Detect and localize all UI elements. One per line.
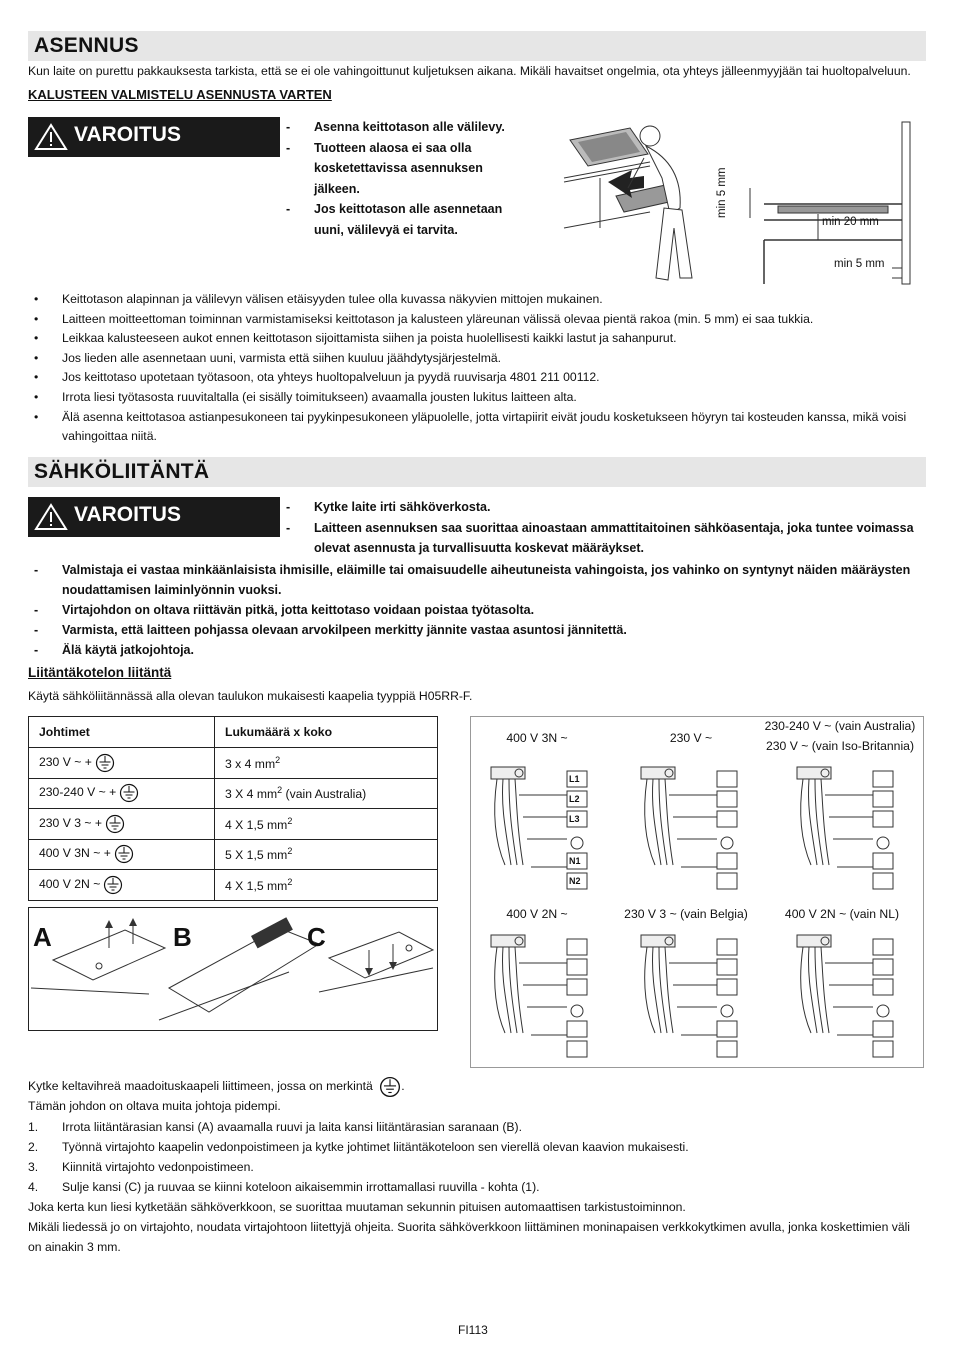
bullet-item: • Laitteen moitteettoman toiminnan varmistamiseksi keittotason ja kalusteen yläreunan välissä olevaa pientä rakoa (min. 5 mm) ei saa tukkia. [28,310,908,330]
table-row [29,809,438,840]
panel-label-c: C [307,922,326,952]
asennus-subheading: KALUSTEEN VALMISTELU ASENNUSTA VARTEN [28,87,332,102]
bullet-item: • Jos keittotaso upotetaan työtasoon, ota yhteys huoltopalveluun ja pyydä ruuvisarja 4801 211 00112. [28,368,908,388]
conductor-label: 230 V ~ + [39,754,92,769]
sahko-warning-list [286,497,916,559]
bullet-item: • Jos lieden alle asennetaan uuni, varmista että siihen kuuluu jäähdytysjärjestelmä. [28,349,908,369]
size-superscript: 2 [287,815,293,826]
step-text: Irrota liitäntärasian kansi (A) avaamalla ruuvi ja laita kansi liitäntärasian saranaan (B). [62,1120,522,1134]
step-number: 2. [28,1140,39,1154]
conductor-label: 400 V 2N ~ [39,876,101,891]
warning-banner-asennus [28,117,280,157]
wiring-diagrams-panel [470,716,924,1068]
step-number: 4. [28,1180,39,1194]
step-item [28,1117,908,1137]
dimension-drawing [716,118,916,288]
conductor-cell [29,839,215,870]
wiring-label: 230-240 V ~ (vain Australia) [764,719,916,733]
conductor-cell [29,809,215,840]
conductor-label: 230 V 3 ~ + [39,815,103,830]
size-superscript: 2 [275,754,281,765]
dimension-min20: min 20 mm [822,216,879,228]
note-item: - Älä käytä jatkojohtoja. [34,640,914,660]
table-row [29,778,438,809]
section-title-asennus: ASENNUS [34,34,139,57]
terminal-label: L3 [569,814,580,824]
step-item [28,1137,908,1157]
bullet-item: • Irrota liesi työtasosta ruuvitaltalla (ei sisälly toimitukseen) avaamalla jousten lukitus laitteen alta. [28,388,908,408]
ground-length-note: Tämän johdon on oltava muita johtoja pidempi. [28,1099,281,1113]
bullet-item: • Leikkaa kalusteeseen aukot ennen keittotason sijoittamista siihen ja poista huolellisesti kaikki lastut ja sahanpurut. [28,329,908,349]
section-bar-asennus [28,31,926,61]
step-number: 3. [28,1160,39,1174]
note-item: - Varmista, että laitteen pohjassa olevaan arvokilpeen merkitty jännite vastaa asuntosi jännitettä. [34,620,914,640]
size-label: 3 x 4 mm [225,756,276,771]
wiring-label: 230 V ~ [669,731,713,745]
ground-symbol-icon [114,844,134,864]
warning-triangle-icon [34,503,68,531]
warning-item: - Jos keittotason alle asennetaan uuni, välilevyä ei tarvita. [286,199,516,240]
cover-steps-panel [28,907,438,1031]
step-text: Työnnä virtajohto kaapelin vedonpoistimeen ja kytke johtimet liitäntäkoteloon sen vierellä olevan kaavion mukaisesti. [62,1140,689,1154]
wiring-schematics [471,717,923,1067]
section-title-sahko: SÄHKÖLIITÄNTÄ [34,460,210,483]
step-text: Sulje kansi (C) ja ruuvaa se kiinni koteloon aikaisemmin irrottamallasi ruuvilla - kohta (1). [62,1180,540,1194]
size-extra: (vain Australia) [282,787,367,802]
size-cell [215,748,438,779]
size-superscript: 2 [287,846,293,857]
ground-instruction: Kytke keltavihreä maadoituskaapeli liittimeen, jossa on merkintä . [28,1076,405,1098]
table-header-row [29,717,438,748]
warning-item: - Kytke laite irti sähköverkosta. [286,497,916,518]
warning-banner-sahko [28,497,280,537]
ground-symbol-icon [119,783,139,803]
terminal-label: L1 [569,774,580,784]
connection-steps-list [28,1117,908,1197]
step-text: Kiinnitä virtajohto vedonpoistimeen. [62,1160,254,1174]
wiring-label: 400 V 2N ~ (vain NL) [784,907,900,921]
step-number: 1. [28,1120,39,1134]
note-item: - Virtajohdon on oltava riittävän pitkä, jotta keittotaso voidaan poistaa työtasolta. [34,600,914,620]
note-item: - Valmistaja ei vastaa minkäänlaisista ihmisille, eläimille tai omaisuudelle aiheutuneista vahingoista, jos vahinko on syntynyt näiden määräysten noudattamisen laiminlyönnin vuoksi. [34,560,914,600]
warning-item: - Asenna keittotason alle välilevy. [286,117,516,138]
conductor-cell [29,748,215,779]
size-label: 3 X 4 mm [225,787,278,802]
size-superscript: 2 [277,785,283,796]
dimension-min5-horizontal: min 5 mm [834,258,885,270]
size-cell [215,778,438,809]
step-item [28,1157,908,1177]
asennus-warning-list [286,117,516,240]
table-header-cell: Johtimet [29,717,215,748]
wiring-label: 230 V 3 ~ (vain Belgia) [624,907,748,921]
sahko-notes-list [34,560,914,660]
ground-symbol-icon [103,875,123,895]
warning-triangle-icon [34,123,68,151]
installation-illustration [560,118,720,286]
bullet-item: • Älä asenna keittotasoa astianpesukoneen tai pyykinpesukoneen yläpuolelle, jotta virtapiirit eivät joudu kosketukseen höyryn tai kosteuden kanssa, mikä voisi vahingoittaa niitä. [28,408,908,447]
size-superscript: 2 [287,876,293,887]
terminal-label: N1 [569,856,581,866]
panel-label-b: B [173,922,192,952]
step-item [28,1177,908,1197]
size-cell [215,809,438,840]
wiring-label: 400 V 2N ~ [506,907,568,921]
conductor-label: 400 V 3N ~ + [39,846,111,861]
conductor-label: 230-240 V ~ + [39,785,117,800]
size-label: 5 X 1,5 mm [225,848,288,863]
final-note-1: Joka kerta kun liesi kytketään sähköverkkoon, se suorittaa muutaman sekunnin pituisen automaattisen tarkistustoiminnon. [28,1200,686,1214]
asennus-bullet-list [28,290,908,447]
wiring-label: 400 V 3N ~ [506,731,568,745]
table-row [29,870,438,901]
conductor-cell [29,870,215,901]
sub-intro: Käytä sähköliitännässä alla olevan taulukon mukaisesti kaapelia tyyppiä H05RR-F. [28,689,473,703]
asennus-intro: Kun laite on purettu pakkauksesta tarkista, että se ei ole vahingoittunut kuljetuksen aikana. Mikäli havaitset ongelmia, ota yhteys jälleenmyyjään tai huoltopalveluun. [28,64,911,78]
ground-symbol-icon [105,814,125,834]
warning-item: - Tuotteen alaosa ei saa olla kosketettavissa asennuksen jälkeen. [286,138,516,200]
panel-label-a: A [33,922,52,952]
table-row [29,748,438,779]
size-label: 4 X 1,5 mm [225,878,288,893]
terminal-label: L2 [569,794,580,804]
wiring-label: 230 V ~ (vain Iso-Britannia) [765,739,915,753]
bullet-item: • Keittotason alapinnan ja välilevyn välisen etäisyyden tulee olla kuvassa näkyvien mittojen mukainen. [28,290,908,310]
cable-spec-table [28,716,438,901]
size-cell [215,870,438,901]
page-number: FI113 [458,1323,488,1337]
cover-steps-illustration [29,908,437,1030]
table-header-cell: Lukumäärä x koko [215,717,438,748]
terminal-label: N2 [569,876,581,886]
warning-label: VAROITUS [74,503,181,526]
conductor-cell [29,778,215,809]
size-cell [215,839,438,870]
dimension-min5-vertical: min 5 mm [716,167,728,218]
warning-item: - Laitteen asennuksen saa suorittaa ainoastaan ammattitaitoinen sähköasentaja, joka tuntee voimassa olevat asennusta ja turvallisuutta koskevat määräykset. [286,518,916,559]
table-row [29,839,438,870]
ground-symbol-icon [95,753,115,773]
ground-instruction-text: Kytke keltavihreä maadoituskaapeli liittimeen, jossa on merkintä [28,1079,373,1094]
warning-label: VAROITUS [74,123,181,146]
final-note-2: Mikäli liedessä jo on virtajohto, noudata virtajohtoon liitettyjä ohjeita. Suorita sähköverkkoon liittäminen moninapaisen verkkokytkimen avulla, jonka koskettimien väli on ainakin 3 mm. [28,1220,911,1254]
ground-symbol-icon [379,1076,401,1098]
sub-heading-liitantakotelo: Liitäntäkotelon liitäntä [28,665,172,680]
size-label: 4 X 1,5 mm [225,817,288,832]
section-bar-sahko [28,457,926,487]
